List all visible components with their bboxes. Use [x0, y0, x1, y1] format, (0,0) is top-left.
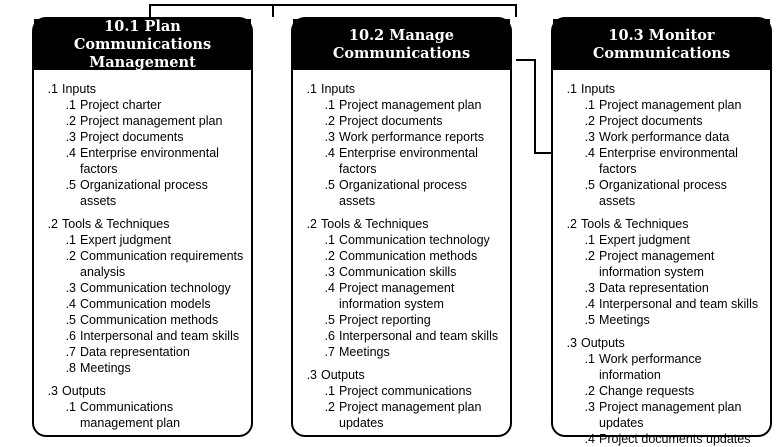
section-tools-techniques: [299, 216, 504, 360]
card-body: [293, 70, 510, 431]
item-number: .1: [65, 233, 76, 247]
section-title: [559, 216, 764, 232]
list-item: [581, 177, 764, 209]
card-body: [34, 70, 251, 431]
section-label: Outputs: [321, 368, 365, 382]
list-item: [62, 145, 245, 177]
section-outputs: [40, 383, 245, 431]
item-number: .7: [65, 345, 76, 359]
item-number: .1: [65, 400, 76, 414]
item-text: Meetings: [599, 313, 650, 327]
item-number: .2: [324, 400, 335, 414]
list-item: [581, 431, 764, 447]
item-number: .5: [65, 313, 76, 327]
section-tools-techniques: [40, 216, 245, 376]
card-header: [34, 19, 251, 70]
section-tools-techniques: [559, 216, 764, 328]
section-inputs: [299, 81, 504, 209]
item-text: Work performance reports: [339, 130, 484, 144]
section-title: [559, 335, 764, 351]
item-text: Enterprise environmental factors: [80, 146, 219, 176]
item-text: Communication technology: [339, 233, 490, 247]
list-item: [581, 280, 764, 296]
item-text: Communication methods: [339, 249, 478, 263]
section-label: Outputs: [581, 336, 625, 350]
item-text: Project communications: [339, 384, 472, 398]
item-text: Project management information system: [599, 249, 715, 279]
item-number: .3: [65, 130, 76, 144]
process-card-monitor: [551, 17, 772, 446]
section-title: [299, 367, 504, 383]
item-number: .4: [324, 146, 335, 160]
item-text: Project documents: [339, 114, 443, 128]
list-item: [62, 280, 245, 296]
item-text: Interpersonal and team skills: [80, 329, 240, 343]
item-text: Project charter: [80, 98, 162, 112]
item-number: .6: [324, 329, 335, 343]
process-card-manage: [291, 17, 512, 437]
list-item: [581, 97, 764, 113]
item-number: .2: [584, 384, 595, 398]
section-number: .1: [47, 82, 58, 96]
item-text: Data representation: [599, 281, 709, 295]
list-item: [321, 399, 504, 431]
section-outputs: [559, 335, 764, 447]
list-item: [581, 232, 764, 248]
list-item: [581, 129, 764, 145]
item-text: Enterprise environmental factors: [599, 146, 738, 176]
card-title-line: 10.2 Manage: [348, 26, 455, 44]
card-title-line: Communications: [332, 44, 471, 62]
process-card-plan: [32, 17, 253, 437]
section-label: Inputs: [62, 82, 97, 96]
section-number: .2: [566, 217, 577, 231]
item-number: .5: [65, 178, 76, 192]
item-number: .3: [65, 281, 76, 295]
item-number: .4: [584, 432, 595, 446]
item-text: Communication skills: [339, 265, 457, 279]
section-number: .2: [47, 217, 58, 231]
item-text: Expert judgment: [80, 233, 172, 247]
section-label: Tools & Techniques: [321, 217, 429, 231]
item-text: Project documents updates: [599, 432, 751, 446]
item-number: .2: [324, 114, 335, 128]
item-number: .1: [324, 384, 335, 398]
connector-right: [516, 60, 551, 153]
item-text: Expert judgment: [599, 233, 691, 247]
list-item: [62, 97, 245, 113]
section-inputs: [559, 81, 764, 209]
list-item: [321, 280, 504, 312]
item-text: Change requests: [599, 384, 695, 398]
item-number: .4: [65, 297, 76, 311]
item-number: .2: [65, 114, 76, 128]
item-text: Interpersonal and team skills: [599, 297, 759, 311]
section-title: [559, 81, 764, 97]
item-text: Meetings: [80, 361, 131, 375]
list-item: [62, 360, 245, 376]
item-number: .3: [584, 400, 595, 414]
item-text: Project management plan updates: [339, 400, 482, 430]
section-number: .2: [306, 217, 317, 231]
item-text: Interpersonal and team skills: [339, 329, 499, 343]
card-title-line: 10.1 Plan Communications: [73, 17, 212, 53]
list-item: [62, 177, 245, 209]
item-number: .3: [584, 130, 595, 144]
list-item: [321, 383, 504, 399]
section-label: Tools & Techniques: [62, 217, 170, 231]
list-item: [62, 248, 245, 280]
item-number: .1: [584, 233, 595, 247]
item-number: .4: [584, 146, 595, 160]
card-body: [553, 70, 770, 447]
list-item: [321, 344, 504, 360]
item-text: Data representation: [80, 345, 190, 359]
section-inputs: [40, 81, 245, 209]
list-item: [321, 248, 504, 264]
item-text: Project management plan: [339, 98, 482, 112]
item-text: Communication models: [80, 297, 211, 311]
card-header: [553, 19, 770, 70]
item-number: .1: [584, 352, 595, 366]
list-item: [581, 113, 764, 129]
item-text: Organizational process assets: [339, 178, 467, 208]
section-title: [40, 383, 245, 399]
item-text: Project management information system: [339, 281, 455, 311]
list-item: [62, 129, 245, 145]
list-item: [581, 351, 764, 383]
item-number: .5: [324, 313, 335, 327]
list-item: [62, 344, 245, 360]
item-number: .2: [324, 249, 335, 263]
section-number: .1: [306, 82, 317, 96]
item-number: .4: [584, 297, 595, 311]
card-header: [293, 19, 510, 70]
item-text: Project documents: [80, 130, 184, 144]
item-text: Organizational process assets: [80, 178, 208, 208]
list-item: [62, 232, 245, 248]
section-title: [40, 81, 245, 97]
item-text: Communication methods: [80, 313, 219, 327]
item-number: .8: [65, 361, 76, 375]
item-number: .3: [324, 130, 335, 144]
item-number: .1: [584, 98, 595, 112]
item-text: Enterprise environmental factors: [339, 146, 478, 176]
list-item: [321, 177, 504, 209]
section-title: [299, 216, 504, 232]
item-number: .1: [324, 98, 335, 112]
item-text: Work performance information: [599, 352, 702, 382]
item-number: .2: [65, 249, 76, 263]
item-number: .5: [584, 313, 595, 327]
list-item: [321, 264, 504, 280]
list-item: [581, 312, 764, 328]
list-item: [321, 145, 504, 177]
section-label: Inputs: [581, 82, 616, 96]
item-text: Communication technology: [80, 281, 231, 295]
item-text: Organizational process assets: [599, 178, 727, 208]
list-item: [62, 328, 245, 344]
item-text: Project management plan: [599, 98, 742, 112]
item-text: Work performance data: [599, 130, 730, 144]
item-number: .4: [65, 146, 76, 160]
list-item: [321, 97, 504, 113]
item-number: .2: [584, 114, 595, 128]
card-title-line: Communications: [592, 44, 731, 62]
item-text: Communication requirements analysis: [80, 249, 244, 279]
section-label: Tools & Techniques: [581, 217, 689, 231]
list-item: [581, 296, 764, 312]
section-number: .3: [566, 336, 577, 350]
section-title: [299, 81, 504, 97]
list-item: [321, 328, 504, 344]
list-item: [321, 113, 504, 129]
section-number: .3: [306, 368, 317, 382]
item-text: Communications management plan: [80, 400, 181, 430]
item-number: .4: [324, 281, 335, 295]
item-number: .3: [584, 281, 595, 295]
item-text: Project documents: [599, 114, 703, 128]
list-item: [62, 312, 245, 328]
section-outputs: [299, 367, 504, 431]
section-number: .3: [47, 384, 58, 398]
list-item: [581, 383, 764, 399]
item-number: .7: [324, 345, 335, 359]
card-title-line: 10.3 Monitor: [608, 26, 715, 44]
section-title: [40, 216, 245, 232]
item-text: Project reporting: [339, 313, 431, 327]
item-text: Project management plan: [80, 114, 223, 128]
section-number: .1: [566, 82, 577, 96]
section-label: Inputs: [321, 82, 356, 96]
item-number: .3: [324, 265, 335, 279]
connector-top: [150, 5, 516, 17]
list-item: [581, 399, 764, 431]
list-item: [62, 296, 245, 312]
item-number: .2: [584, 249, 595, 263]
item-number: .5: [324, 178, 335, 192]
item-number: .5: [584, 178, 595, 192]
list-item: [581, 248, 764, 280]
item-number: .1: [65, 98, 76, 112]
item-number: .1: [324, 233, 335, 247]
list-item: [62, 113, 245, 129]
list-item: [62, 399, 245, 431]
list-item: [321, 232, 504, 248]
list-item: [581, 145, 764, 177]
item-text: Project management plan updates: [599, 400, 742, 430]
section-label: Outputs: [62, 384, 106, 398]
card-title-line: Management: [89, 53, 196, 71]
list-item: [321, 312, 504, 328]
item-number: .6: [65, 329, 76, 343]
item-text: Meetings: [339, 345, 390, 359]
list-item: [321, 129, 504, 145]
